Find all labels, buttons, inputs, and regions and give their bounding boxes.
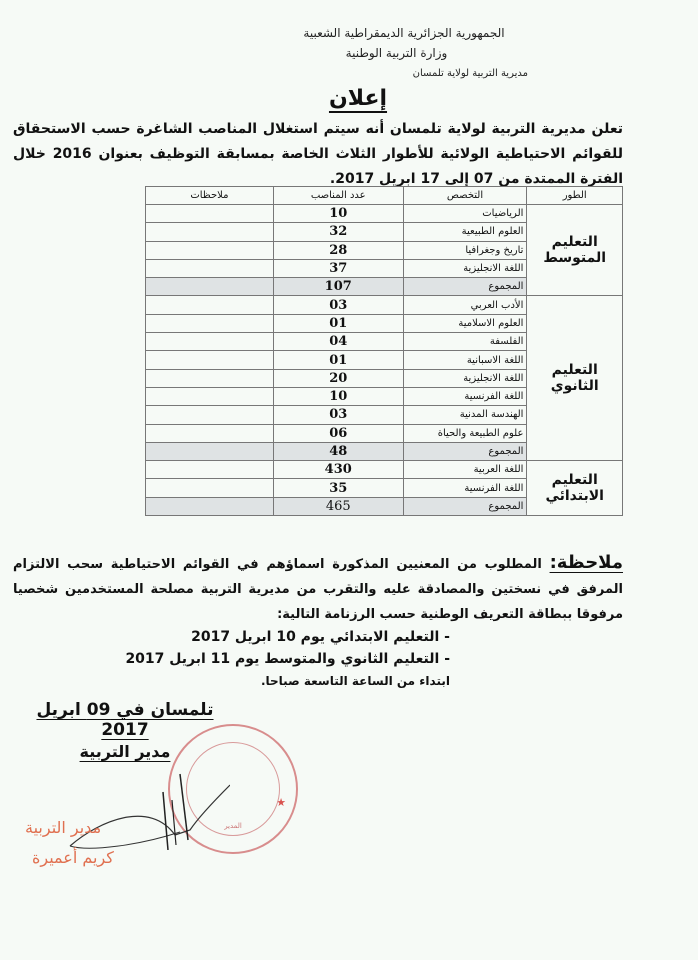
notes-cell bbox=[146, 369, 274, 387]
notes-cell bbox=[146, 205, 274, 223]
positions-cell: 03 bbox=[273, 406, 403, 424]
specialty-cell: اللغة الانجليزية bbox=[403, 369, 527, 387]
signatory-title: مدير التربية bbox=[79, 742, 171, 761]
note-label: ملاحظة: bbox=[549, 552, 623, 573]
notes-cell bbox=[146, 241, 274, 259]
total-label: المجموع bbox=[403, 442, 527, 460]
place-date: تلمسان في 09 ابريل 2017 bbox=[36, 700, 214, 740]
schedule-list bbox=[125, 626, 450, 692]
total-label: المجموع bbox=[403, 497, 527, 515]
total-value: 48 bbox=[273, 442, 403, 460]
signoff-block bbox=[30, 700, 220, 761]
specialty-cell: اللغة الفرنسية bbox=[403, 387, 527, 405]
schedule-start-time: ابتداء من الساعة التاسعة صباحا. bbox=[260, 674, 450, 688]
positions-cell: 10 bbox=[273, 387, 403, 405]
total-label: المجموع bbox=[403, 278, 527, 296]
positions-cell: 37 bbox=[273, 259, 403, 277]
schedule-item: - التعليم الثانوي والمتوسط يوم 11 ابريل 2017 bbox=[125, 651, 450, 667]
header-specialty: التخصص bbox=[403, 187, 527, 205]
table-header-row bbox=[146, 187, 623, 205]
intro-paragraph: تعلن مديرية التربية لولاية تلمسان أنه سيتم استغلال المناصب الشاغرة حسب الاستحقاق للقوائم الاحتياطية الولائية للأطوار الثلاث الخاصة بمسابقة التوظيف بعنوان 2016 خلال الفترة الممتدة من 07 إلى 17 ابريل 2017. bbox=[13, 121, 623, 187]
notes-cell bbox=[146, 223, 274, 241]
specialty-cell: اللغة الاسبانية bbox=[403, 351, 527, 369]
signatory-name: كريم أعميرة bbox=[32, 848, 114, 867]
notes-cell bbox=[146, 314, 274, 332]
positions-cell: 10 bbox=[273, 205, 403, 223]
stamp-role-text: مدير التربية bbox=[25, 818, 102, 837]
notes-cell bbox=[146, 442, 274, 460]
notes-cell bbox=[146, 497, 274, 515]
level-cell-secondary: التعليم الثانوي bbox=[527, 296, 623, 461]
specialty-cell: الفلسفة bbox=[403, 333, 527, 351]
specialty-cell: الأدب العربي bbox=[403, 296, 527, 314]
specialty-cell: العلوم الاسلامية bbox=[403, 314, 527, 332]
specialty-cell: اللغة العربية bbox=[403, 461, 527, 479]
notes-cell bbox=[146, 406, 274, 424]
notes-cell bbox=[146, 387, 274, 405]
republic-header: الجمهورية الجزائرية الديمقراطية الشعبية bbox=[303, 26, 505, 40]
specialty-cell: اللغة الفرنسية bbox=[403, 479, 527, 497]
table-row bbox=[146, 461, 623, 479]
page-title: إعلان bbox=[328, 86, 388, 111]
positions-cell: 01 bbox=[273, 314, 403, 332]
notes-cell bbox=[146, 259, 274, 277]
schedule-item: - التعليم الابتدائي يوم 10 ابريل 2017 bbox=[191, 629, 450, 645]
notes-cell bbox=[146, 461, 274, 479]
table-row bbox=[146, 296, 623, 314]
positions-cell: 01 bbox=[273, 351, 403, 369]
notes-cell bbox=[146, 424, 274, 442]
notes-cell bbox=[146, 351, 274, 369]
positions-cell: 32 bbox=[273, 223, 403, 241]
stamp-label: المدير bbox=[224, 822, 242, 830]
note-paragraph bbox=[13, 550, 623, 627]
positions-cell: 03 bbox=[273, 296, 403, 314]
specialty-cell: العلوم الطبيعية bbox=[403, 223, 527, 241]
notes-cell bbox=[146, 333, 274, 351]
header-positions: عدد المناصب bbox=[273, 187, 403, 205]
notes-cell bbox=[146, 479, 274, 497]
positions-cell: 06 bbox=[273, 424, 403, 442]
positions-cell: 28 bbox=[273, 241, 403, 259]
note-text: المطلوب من المعنيين المذكورة اسماؤهم في القوائم الاحتياطية سحب الالتزام المرفق في نسختين والمصادقة عليه والتقرب من مديرية التربية مصلحة المستخدمين شخصيا مرفوقا ببطاقة التعريف الوطنية حسب الرزنامة التالية: bbox=[13, 557, 623, 622]
directorate-header: مديرية التربية لولاية تلمسان bbox=[412, 68, 528, 79]
positions-cell: 430 bbox=[273, 461, 403, 479]
header-level: الطور bbox=[527, 187, 623, 205]
table-row bbox=[146, 205, 623, 223]
specialty-cell: الرياضيات bbox=[403, 205, 527, 223]
level-cell-middle: التعليم المتوسط bbox=[527, 205, 623, 296]
specialty-cell: تاريخ وجغرافيا bbox=[403, 241, 527, 259]
positions-table bbox=[145, 186, 623, 516]
positions-cell: 20 bbox=[273, 369, 403, 387]
total-value: 107 bbox=[273, 278, 403, 296]
specialty-cell: الهندسة المدنية bbox=[403, 406, 527, 424]
specialty-cell: اللغة الانجليزية bbox=[403, 259, 527, 277]
level-cell-primary: التعليم الابتدائي bbox=[527, 461, 623, 516]
notes-cell bbox=[146, 278, 274, 296]
notes-cell bbox=[146, 296, 274, 314]
positions-cell: 04 bbox=[273, 333, 403, 351]
positions-cell: 35 bbox=[273, 479, 403, 497]
total-value: 465 bbox=[273, 497, 403, 515]
header-notes: ملاحظات bbox=[146, 187, 274, 205]
ministry-header: وزارة التربية الوطنية bbox=[345, 46, 448, 60]
specialty-cell: علوم الطبيعة والحياة bbox=[403, 424, 527, 442]
star-icon: ★ bbox=[276, 796, 286, 809]
